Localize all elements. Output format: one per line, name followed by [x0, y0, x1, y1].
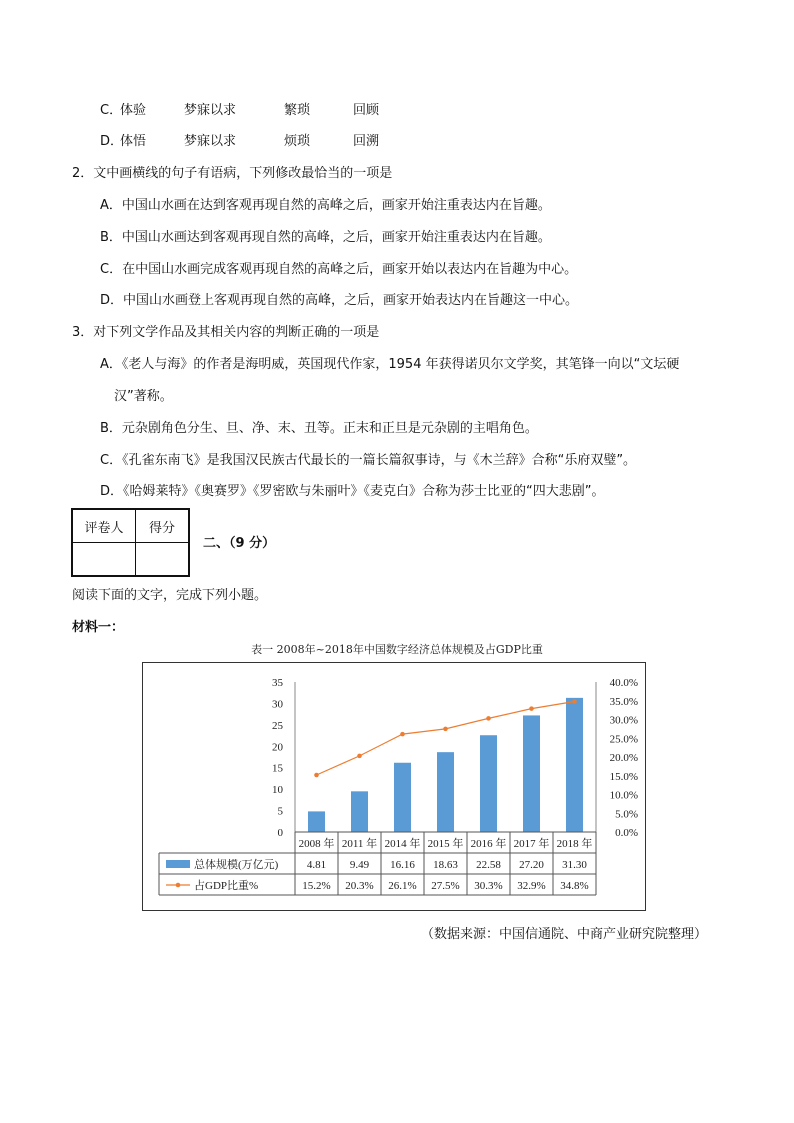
q2-option-c: C．在中国山水画完成客观再现自然的高峰之后，画家开始以表达内在旨趣为中心。	[100, 262, 578, 277]
legend-bar-key	[166, 860, 190, 868]
gdp-share-point-2	[357, 754, 362, 759]
right-axis-tick-label: 15.0%	[609, 770, 638, 783]
category-label: 2008 年	[298, 838, 335, 850]
q2-option-a: A．中国山水画在达到客观再现自然的高峰之后，画家开始注重表达内在旨趣。	[100, 198, 551, 213]
q1-option-word-c: 繁琐	[284, 103, 311, 118]
right-axis-tick-label: 25.0%	[609, 733, 638, 746]
bar-value-label: 18.63	[433, 859, 458, 871]
gdp-share-value-label: 34.8%	[560, 880, 589, 892]
reading-instruction: 阅读下面的文字，完成下列小题。	[72, 588, 268, 603]
bar-value-label: 27.20	[519, 859, 544, 871]
reviewer-header: 评卷人	[72, 509, 136, 543]
gdp-share-value-label: 32.9%	[517, 880, 546, 892]
bar-1	[308, 811, 325, 832]
bar-2	[351, 791, 368, 832]
q1-option-word-b: 梦寐以求	[184, 103, 237, 118]
q1-option-word-a: 体验	[120, 103, 147, 118]
bar-value-label: 22.58	[476, 859, 501, 871]
section-heading: 二、（9 分）	[203, 536, 276, 551]
q3-option-c: C．《孔雀东南飞》是我国汉民族古代最长的一篇长篇叙事诗，与《木兰辞》合称“乐府双璧”。	[100, 453, 637, 468]
gdp-share-point-5	[486, 716, 491, 721]
category-label: 2011 年	[341, 838, 378, 850]
left-axis-tick-label: 5	[277, 805, 283, 818]
gdp-share-point-3	[400, 732, 405, 737]
q3-option-d: D．《哈姆莱特》《奥赛罗》《罗密欧与朱丽叶》《麦克白》合称为莎士比亚的“四大悲剧”。	[100, 484, 605, 499]
q1-option-word-c: 烦琐	[284, 134, 311, 149]
category-label: 2016 年	[470, 838, 507, 850]
right-axis-tick-label: 10.0%	[609, 789, 638, 802]
q3-option-b: B．元杂剧角色分生、旦、净、末、丑等。正末和正旦是元杂剧的主唱角色。	[100, 421, 538, 436]
gdp-share-point-4	[443, 727, 448, 732]
material-label: 材料一：	[72, 620, 125, 635]
left-axis-tick-label: 20	[272, 741, 283, 754]
legend-line-marker	[176, 883, 181, 888]
right-axis-tick-label: 30.0%	[609, 714, 638, 727]
gdp-share-value-label: 20.3%	[345, 880, 374, 892]
category-label: 2015 年	[427, 838, 464, 850]
left-axis-tick-label: 0	[277, 827, 283, 839]
bar-5	[480, 735, 497, 832]
bar-value-label: 31.30	[562, 859, 587, 871]
right-axis-tick-label: 5.0%	[615, 808, 638, 821]
q2-option-d: D．中国山水画登上客观再现自然的高峰，之后，画家开始表达内在旨趣这一中心。	[100, 293, 579, 308]
q2-stem: 2．文中画横线的句子有语病，下列修改最恰当的一项是	[72, 166, 393, 181]
gdp-share-value-label: 30.3%	[474, 880, 503, 892]
q1-option-word-a: 体悟	[120, 134, 147, 149]
bar-value-label: 9.49	[349, 859, 370, 871]
right-axis-tick-label: 40.0%	[609, 677, 638, 689]
score-header: 得分	[136, 509, 190, 543]
bar-6	[523, 715, 540, 832]
q1-option-word-d: 回顾	[353, 103, 380, 118]
q3-option-a: A．《老人与海》的作者是海明威，英国现代作家，1954 年获得诺贝尔文学奖，其笔锋一向以“文坛硬	[100, 357, 680, 372]
gdp-share-value-label: 15.2%	[302, 880, 331, 892]
category-label: 2014 年	[384, 838, 421, 850]
gdp-share-value-label: 27.5%	[431, 880, 460, 892]
bar-4	[437, 752, 454, 832]
gdp-share-value-label: 26.1%	[388, 880, 417, 892]
legend-bar-label: 总体规模(万亿元)	[194, 859, 279, 871]
q3-option-a-continued: 汉”著称。	[114, 389, 173, 404]
left-axis-tick-label: 35	[272, 677, 283, 689]
q3-stem: 3．对下列文学作品及其相关内容的判断正确的一项是	[72, 325, 380, 340]
left-axis-tick-label: 30	[272, 698, 283, 711]
bar-7	[566, 698, 583, 832]
right-axis-tick-label: 0.0%	[615, 827, 638, 839]
left-axis-tick-label: 15	[272, 762, 283, 775]
left-axis-tick-label: 25	[272, 719, 283, 732]
gdp-share-point-1	[314, 773, 319, 778]
q1-option-word-b: 梦寐以求	[184, 134, 237, 149]
chart-title: 表一 2008年~2018年中国数字经济总体规模及占GDP比重	[251, 643, 543, 656]
bar-value-label: 4.81	[306, 859, 327, 871]
bar-value-label: 16.16	[390, 859, 415, 871]
gdp-share-point-6	[529, 706, 534, 711]
q2-option-b: B．中国山水画达到客观再现自然的高峰，之后，画家开始注重表达内在旨趣。	[100, 230, 551, 245]
q1-option-word-d: 回溯	[353, 134, 380, 149]
q1-option-letter: D．	[100, 134, 124, 149]
legend-line-label: 占GDP比重%	[194, 880, 259, 892]
q1-option-letter: C．	[100, 103, 123, 118]
bar-3	[394, 763, 411, 832]
right-axis-tick-label: 35.0%	[609, 695, 638, 708]
category-label: 2017 年	[513, 838, 550, 850]
category-label: 2018 年	[556, 838, 593, 850]
gdp-share-point-7	[572, 699, 577, 704]
right-axis-tick-label: 20.0%	[609, 752, 638, 764]
left-axis-tick-label: 10	[272, 784, 283, 797]
source-note: （数据来源：中国信通院、中商产业研究院整理）	[421, 927, 708, 942]
